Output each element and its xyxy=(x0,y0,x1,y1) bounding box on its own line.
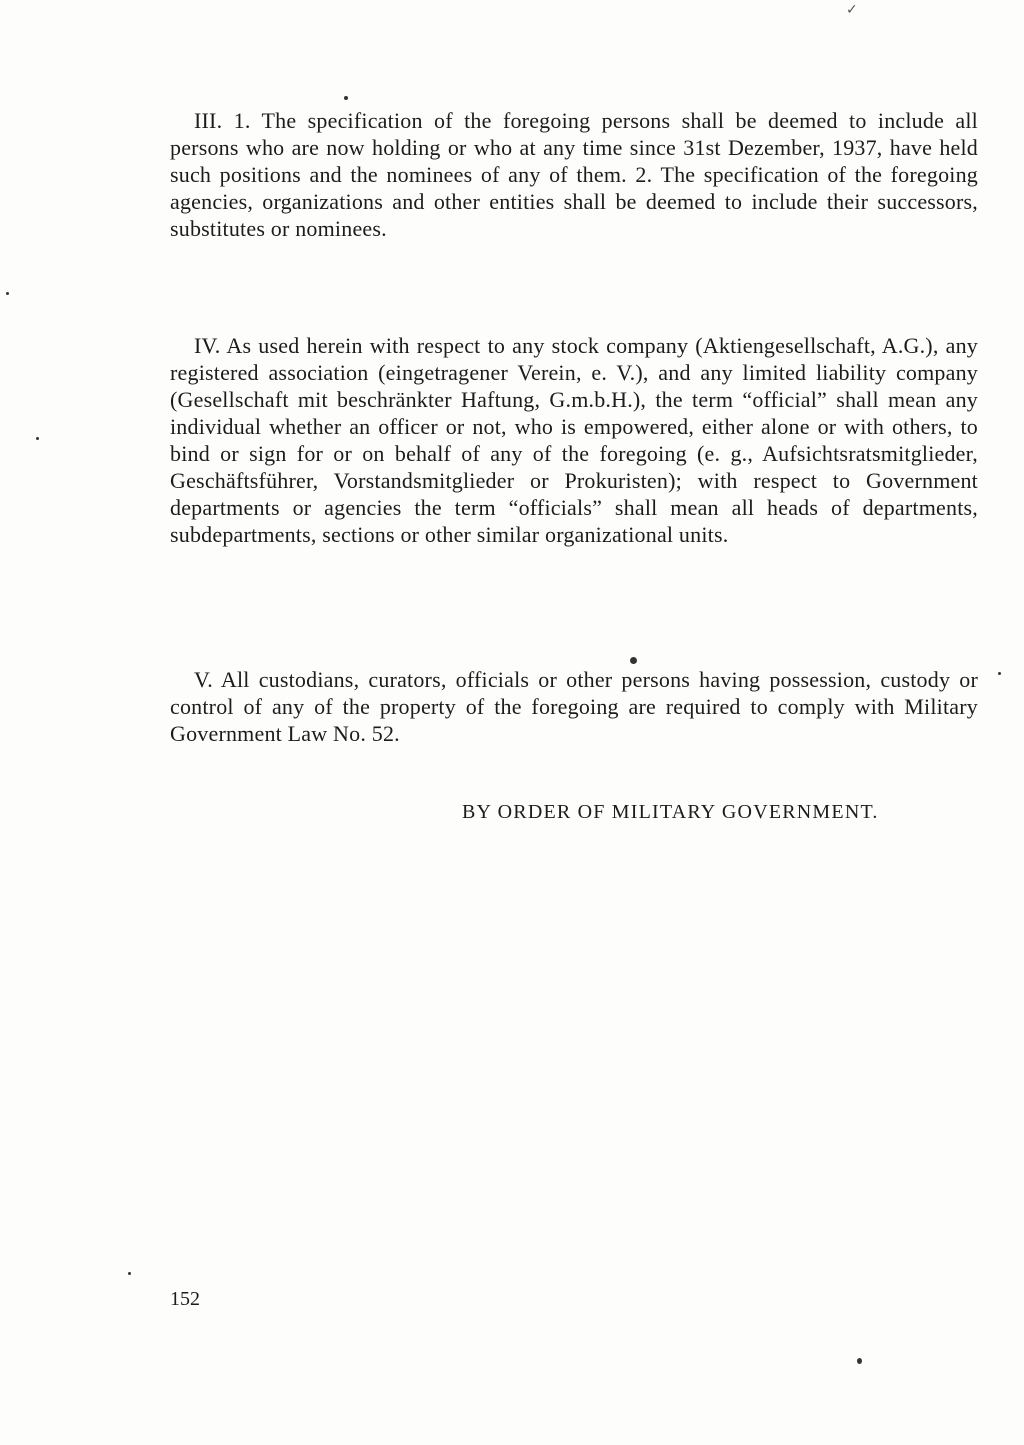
scan-speck xyxy=(998,672,1001,675)
closing-order: BY ORDER OF MILITARY GOVERNMENT. xyxy=(462,801,879,823)
page-number: 152 xyxy=(170,1288,200,1310)
scan-mark-icon: ✓ xyxy=(846,2,858,18)
paragraph-iv xyxy=(170,332,978,548)
scan-speck xyxy=(36,437,39,440)
paragraph-iii-text: III. 1. The specification of the foregoing persons shall be deemed to include all persons who are now holding or who at any time since 31st Dezember, 1937, have held such positions and the nominees of any of them. 2. The specification of the foregoing agencies, organizations and other entities shall be deemed to include their successors, substitutes or nominees. xyxy=(170,108,978,241)
scan-speck xyxy=(630,657,637,664)
scan-speck xyxy=(857,1358,862,1364)
scan-speck xyxy=(6,292,9,295)
paragraph-v xyxy=(170,666,978,747)
paragraph-v-text: V. All custodians, curators, officials or other persons having possession, custody or control of any of the property of the foregoing are required to comply with Military Government Law No. 52. xyxy=(170,667,978,746)
paragraph-iii xyxy=(170,107,978,242)
scan-speck xyxy=(128,1272,131,1275)
scan-speck xyxy=(344,96,348,100)
paragraph-iv-text: IV. As used herein with respect to any stock company (Aktiengesellschaft, A.G.), any registered association (eingetragener Verein, e. V.), and any limited liability company (Gesellschaft mit beschränkter Haftung, G.m.b.H.), the term “official” shall mean any individual whether an officer or not, who is empowered, either alone or with others, to bind or sign for or on behalf of any of the foregoing (e. g., Aufsichtsratsmitglieder, Geschäftsführer, Vorstandsmitglieder or Prokuristen); with respect to Government departments or agencies the term “officials” shall mean all heads of departments, subdepartments, sections or other similar organizational units. xyxy=(170,333,978,547)
